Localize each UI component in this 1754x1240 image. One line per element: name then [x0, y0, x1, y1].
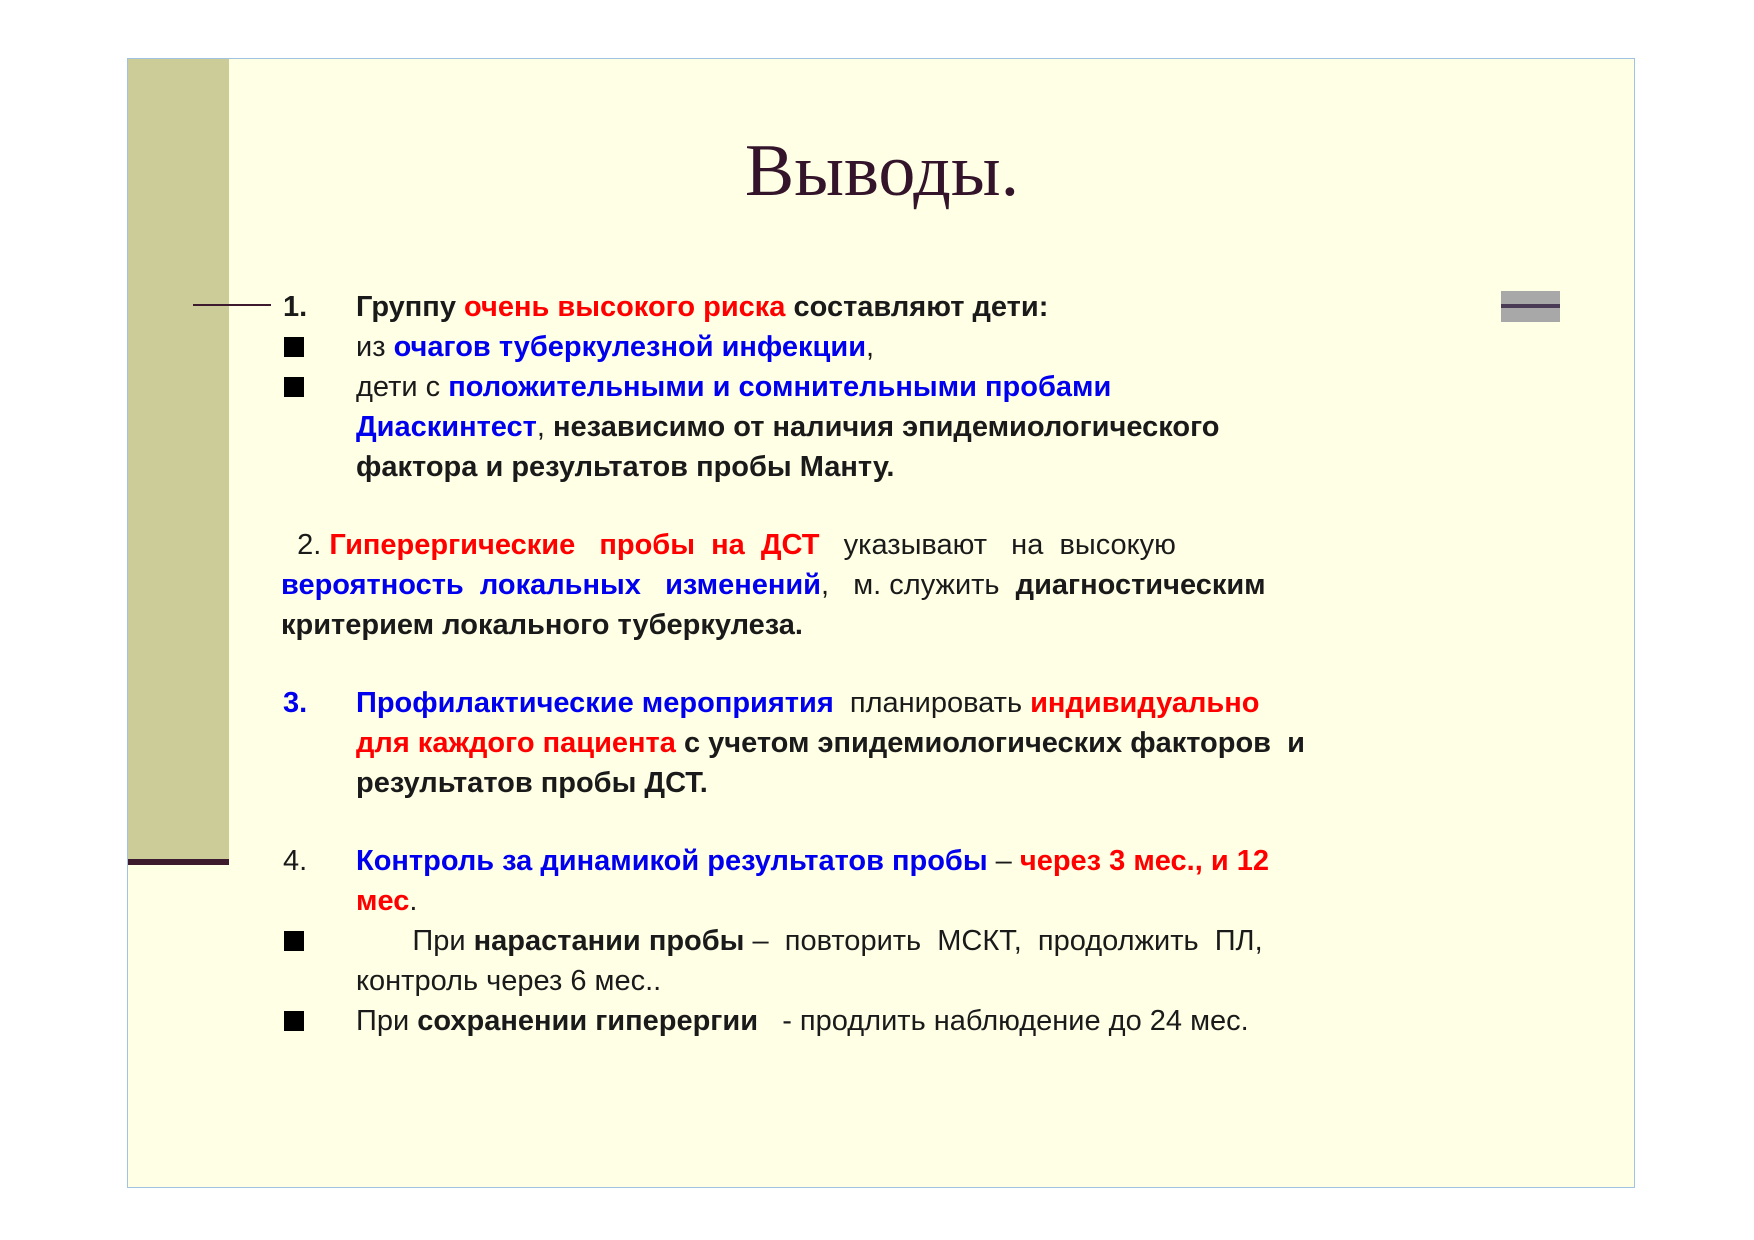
item-3-red: индивидуально	[1030, 687, 1260, 719]
item-4-bullet-1-cont	[281, 961, 1531, 1001]
item-3-red: для каждого пациента	[356, 727, 676, 759]
item-2-bold: критерием локального туберкулеза.	[281, 609, 803, 641]
item-4-number: 4.	[283, 845, 308, 877]
bullet-highlight: положительными и сомнительными пробами	[448, 371, 1112, 403]
square-bullet-icon	[284, 377, 304, 397]
accent-line-left	[193, 304, 271, 306]
item-4-blue: Контроль за динамикой результатов пробы	[356, 845, 988, 877]
item-2-highlight: Гиперергические пробы на ДСТ	[329, 529, 820, 561]
bullet-text: ,	[866, 331, 875, 363]
square-bullet-icon	[284, 1011, 304, 1031]
item-1-number: 1.	[283, 291, 308, 323]
item-2-text: , м. служить	[821, 569, 1016, 601]
item-3-blue: Профилактические мероприятия	[356, 687, 834, 719]
item-1-bullet-2	[281, 367, 1531, 407]
bullet-bold: независимо от наличия эпидемиологического	[553, 411, 1220, 443]
bullet-text: контроль через 6 мес..	[356, 965, 662, 997]
item-3-text: планировать	[833, 687, 1031, 719]
side-bar-underline	[128, 859, 229, 865]
item-4-text: –	[987, 845, 1020, 877]
item-4-bullet-1	[281, 921, 1531, 961]
item-1-lead: Группу	[356, 291, 465, 323]
item-4-text: .	[409, 885, 418, 917]
bullet-highlight: очагов туберкулезной инфекции	[393, 331, 867, 363]
item-4-red: мес	[356, 885, 410, 917]
bullet-text: – повторить МСКТ, продолжить ПЛ,	[744, 925, 1263, 957]
item-2-blue: вероятность локальных изменений	[281, 569, 822, 601]
item-2-number: 2.	[281, 529, 330, 561]
item-2-line-2	[281, 565, 1531, 605]
item-3-number: 3.	[283, 687, 308, 719]
item-3-bold: результатов пробы ДСТ.	[356, 767, 708, 799]
bullet-text: ,	[536, 411, 554, 443]
item-4-bullet-2	[281, 1001, 1531, 1041]
item-1-bullet-2-cont	[281, 407, 1531, 447]
item-2-line-3	[281, 605, 1531, 645]
item-2-bold: диагностическим	[1015, 569, 1266, 601]
bullet-text: - продлить наблюдение до 24 мес.	[758, 1005, 1249, 1037]
bullet-bold: нарастании пробы	[473, 925, 745, 957]
bullet-text: из	[356, 331, 394, 363]
item-3-line-2	[281, 723, 1531, 763]
bullet-text: При	[356, 925, 474, 957]
item-3-bold: с учетом эпидемиологических факторов и	[675, 727, 1305, 759]
slide-title: Выводы.	[744, 130, 1020, 212]
item-1-line	[281, 287, 1531, 327]
bullet-bold: фактора и результатов пробы Манту.	[356, 451, 895, 483]
item-4-line-2	[281, 881, 1531, 921]
item-4-red: через 3 мес., и 12	[1019, 845, 1269, 877]
bullet-text: При	[356, 1005, 418, 1037]
item-1-tail: составляют дети:	[785, 291, 1049, 323]
bullet-bold: сохранении гиперергии	[417, 1005, 759, 1037]
item-3-line-3	[281, 763, 1531, 803]
slide	[127, 58, 1635, 1188]
slide-body	[281, 287, 1531, 1041]
bullet-highlight: Диаскинтест	[356, 411, 537, 443]
square-bullet-icon	[284, 931, 304, 951]
item-2-line	[281, 525, 1531, 565]
item-3-line	[281, 683, 1531, 723]
item-1-highlight: очень высокого риска	[464, 291, 786, 323]
item-1-bullet-1	[281, 327, 1531, 367]
item-1-bullet-2-cont2	[281, 447, 1531, 487]
item-2-text: указывают на высокую	[819, 529, 1176, 561]
square-bullet-icon	[284, 337, 304, 357]
bullet-text: дети с	[356, 371, 449, 403]
item-4-line	[281, 841, 1531, 881]
